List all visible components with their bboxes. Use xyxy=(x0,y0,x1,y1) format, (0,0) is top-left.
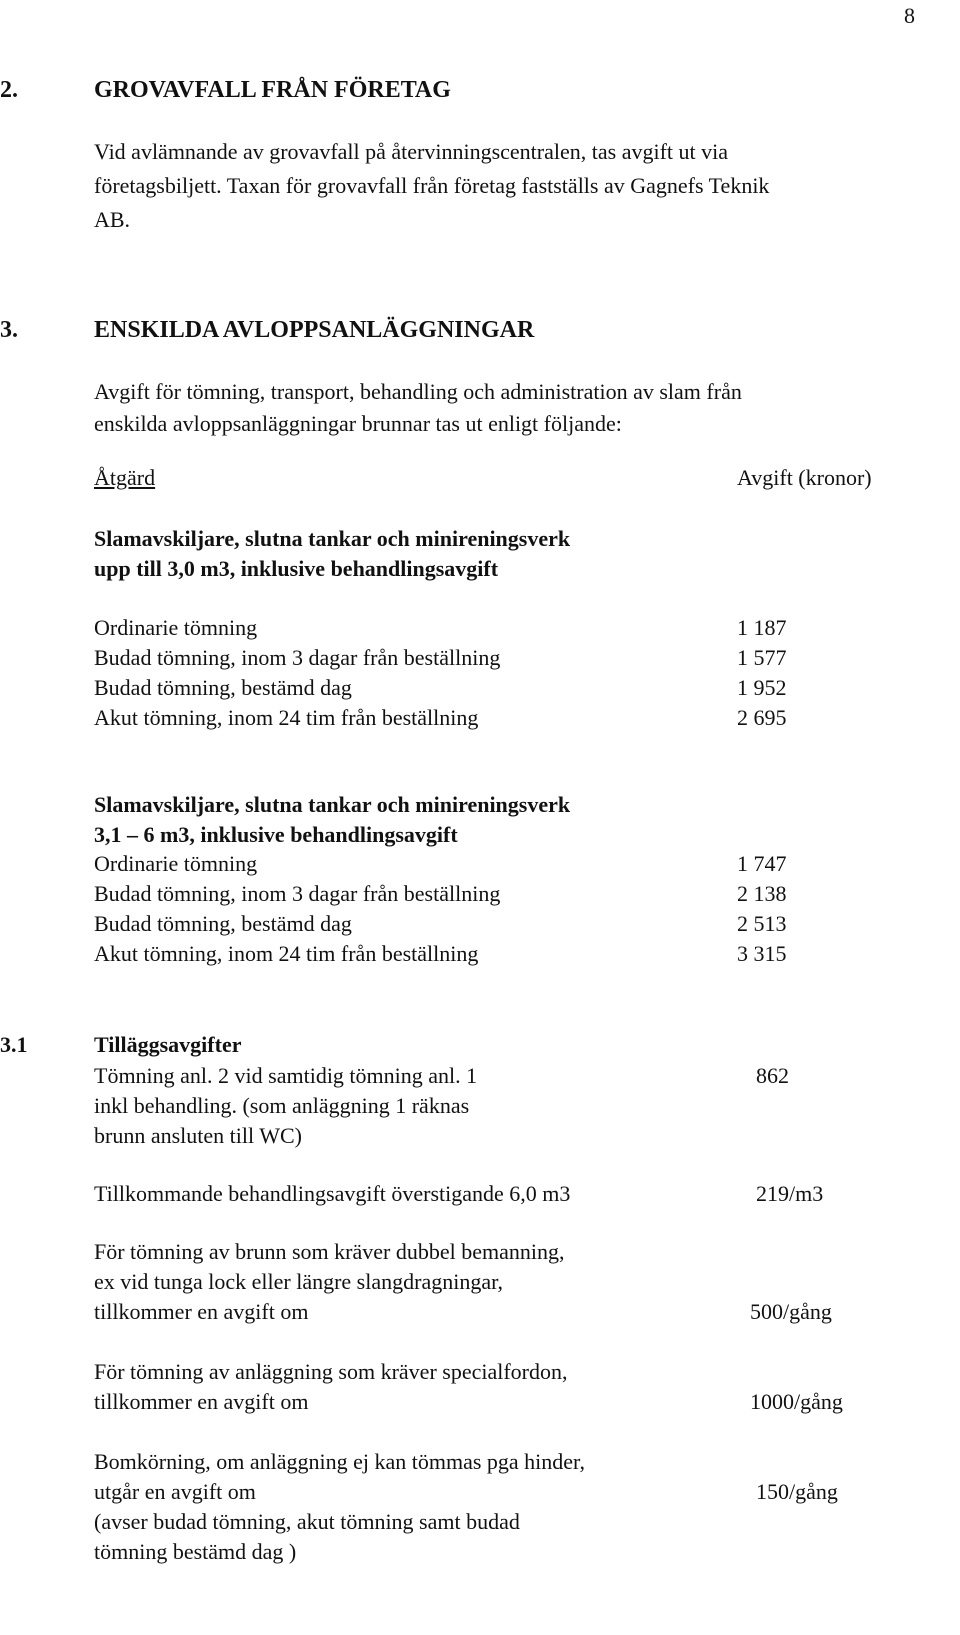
group-1-row-fee: 1 952 xyxy=(737,675,787,700)
section-3-number: 3. xyxy=(0,317,18,343)
group-1-row-label: Budad tömning, inom 3 dagar från beställning xyxy=(94,645,501,670)
section-3-intro-2: enskilda avloppsanläggningar brunnar tas ut enligt följande: xyxy=(94,411,622,436)
addon-2-line: Tillkommande behandlingsavgift överstigande 6,0 m3 xyxy=(94,1181,571,1206)
section-2-line-3: AB. xyxy=(94,207,131,232)
section-2-number: 2. xyxy=(0,77,18,103)
addon-5-line: (avser budad tömning, akut tömning samt budad xyxy=(94,1509,520,1534)
group-2-heading-1: Slamavskiljare, slutna tankar och minireningsverk xyxy=(94,792,571,817)
section-2-line-1: Vid avlämnande av grovavfall på återvinningscentralen, tas avgift ut via xyxy=(94,139,729,164)
group-1-row-fee: 2 695 xyxy=(737,705,787,730)
section-3-intro-1: Avgift för tömning, transport, behandling och administration av slam från xyxy=(94,379,742,404)
addon-5-line: utgår en avgift om xyxy=(94,1479,256,1504)
section-3-1-title: Tilläggsavgifter xyxy=(94,1032,242,1057)
group-1-row-label: Akut tömning, inom 24 tim från beställning xyxy=(94,705,479,730)
addon-4-line: För tömning av anläggning som kräver specialfordon, xyxy=(94,1359,568,1384)
page-number: 8 xyxy=(904,3,915,28)
group-2-row-label: Budad tömning, inom 3 dagar från beställning xyxy=(94,881,501,906)
addon-1-fee: 862 xyxy=(756,1063,789,1088)
group-2-row-fee: 2 513 xyxy=(737,911,787,936)
section-2-line-2: företagsbiljett. Taxan för grovavfall från företag fastställs av Gagnefs Teknik xyxy=(94,173,770,198)
addon-1-line: Tömning anl. 2 vid samtidig tömning anl. 1 xyxy=(94,1063,478,1088)
addon-1-line: brunn ansluten till WC) xyxy=(94,1123,302,1148)
group-2-row-fee: 2 138 xyxy=(737,881,787,906)
addon-5-line: Bomkörning, om anläggning ej kan tömmas pga hinder, xyxy=(94,1449,585,1474)
section-3-1-number: 3.1 xyxy=(0,1032,28,1057)
section-2-title: GROVAVFALL FRÅN FÖRETAG xyxy=(94,77,451,103)
group-2-row-fee: 1 747 xyxy=(737,851,787,876)
group-2-row-label: Ordinarie tömning xyxy=(94,851,258,876)
addon-5-fee: 150/gång xyxy=(756,1479,838,1504)
addon-4-fee: 1000/gång xyxy=(750,1389,843,1414)
addon-1-line: inkl behandling. (som anläggning 1 räknas xyxy=(94,1093,470,1118)
addon-2-fee: 219/m3 xyxy=(756,1181,824,1206)
group-1-heading-2: upp till 3,0 m3, inklusive behandlingsavgift xyxy=(94,556,499,581)
addon-4-line: tillkommer en avgift om xyxy=(94,1389,309,1414)
group-1-row-fee: 1 187 xyxy=(737,615,787,640)
addon-3-fee: 500/gång xyxy=(750,1299,832,1324)
group-1-row-fee: 1 577 xyxy=(737,645,787,670)
group-1-row-label: Ordinarie tömning xyxy=(94,615,258,640)
group-2-row-fee: 3 315 xyxy=(737,941,787,966)
group-1-row-label: Budad tömning, bestämd dag xyxy=(94,675,352,700)
addon-3-line: tillkommer en avgift om xyxy=(94,1299,309,1324)
column-header-fee: Avgift (kronor) xyxy=(737,465,872,490)
group-2-heading-2: 3,1 – 6 m3, inklusive behandlingsavgift xyxy=(94,822,458,847)
group-1-heading-1: Slamavskiljare, slutna tankar och minireningsverk xyxy=(94,526,571,551)
addon-5-line: tömning bestämd dag ) xyxy=(94,1539,297,1564)
addon-3-line: För tömning av brunn som kräver dubbel bemanning, xyxy=(94,1239,565,1264)
column-header-action: Åtgärd xyxy=(94,465,156,490)
section-3-title: ENSKILDA AVLOPPSANLÄGGNINGAR xyxy=(94,317,535,343)
group-2-row-label: Akut tömning, inom 24 tim från beställning xyxy=(94,941,479,966)
group-2-row-label: Budad tömning, bestämd dag xyxy=(94,911,352,936)
addon-3-line: ex vid tunga lock eller längre slangdragningar, xyxy=(94,1269,504,1294)
